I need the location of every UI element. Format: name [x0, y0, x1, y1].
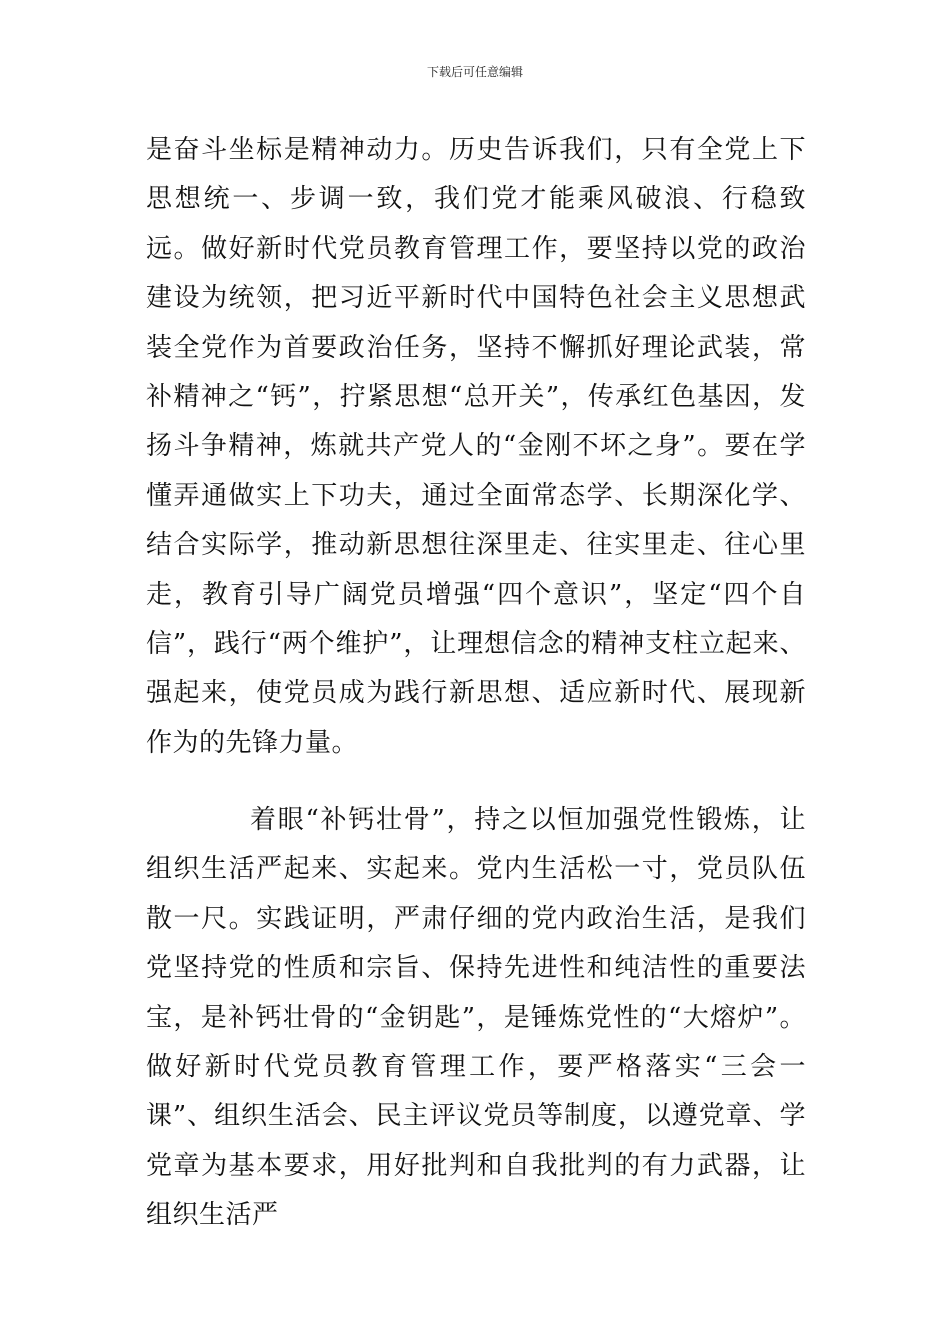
paragraph-1: [146, 126, 806, 768]
paragraph-1-text: 是奋斗坐标是精神动力。历史告诉我们，只有全党上下思想统一、步调一致，我们党才能乘风破浪、行稳致远。做好新时代党员教育管理工作，要坚持以党的政治建设为统领，把习近平新时代中国特色社会主义思想武装全党作为首要政治任务，坚持不懈抓好理论武装，常补精神之“钙”，拧紧思想“总开关”，传承红色基因，发扬斗争精神，炼就共产党人的“金刚不坏之身”。要在学懂弄通做实上下功夫，通过全面常态学、长期深化学、结合实际学，推动新思想往深里走、往实里走、往心里走，教育引导广阔党员增强“四个意识”，坚定“四个自信”，践行“两个维护”，让理想信念的精神支柱立起来、强起来，使党员成为践行新思想、适应新时代、展现新作为的先锋力量。: [146, 135, 806, 758]
paragraph-2-text: 着眼“补钙壮骨”，持之以恒加强党性锻炼，让组织生活严起来、实起来。党内生活松一寸，党员队伍散一尺。实践证明，严肃仔细的党内政治生活，是我们党坚持党的性质和宗旨、保持先进性和纯洁性的重要法宝，是补钙壮骨的“金钥匙”，是锤炼党性的“大熔炉”。做好新时代党员教育管理工作，要严格落实“三会一课”、组织生活会、民主评议党员等制度，以遵党章、学党章为基本要求，用好批判和自我批判的有力武器，让组织生活严: [146, 805, 806, 1231]
paragraph-2: [146, 796, 806, 1241]
page-header: 下载后可任意编辑: [426, 65, 523, 79]
